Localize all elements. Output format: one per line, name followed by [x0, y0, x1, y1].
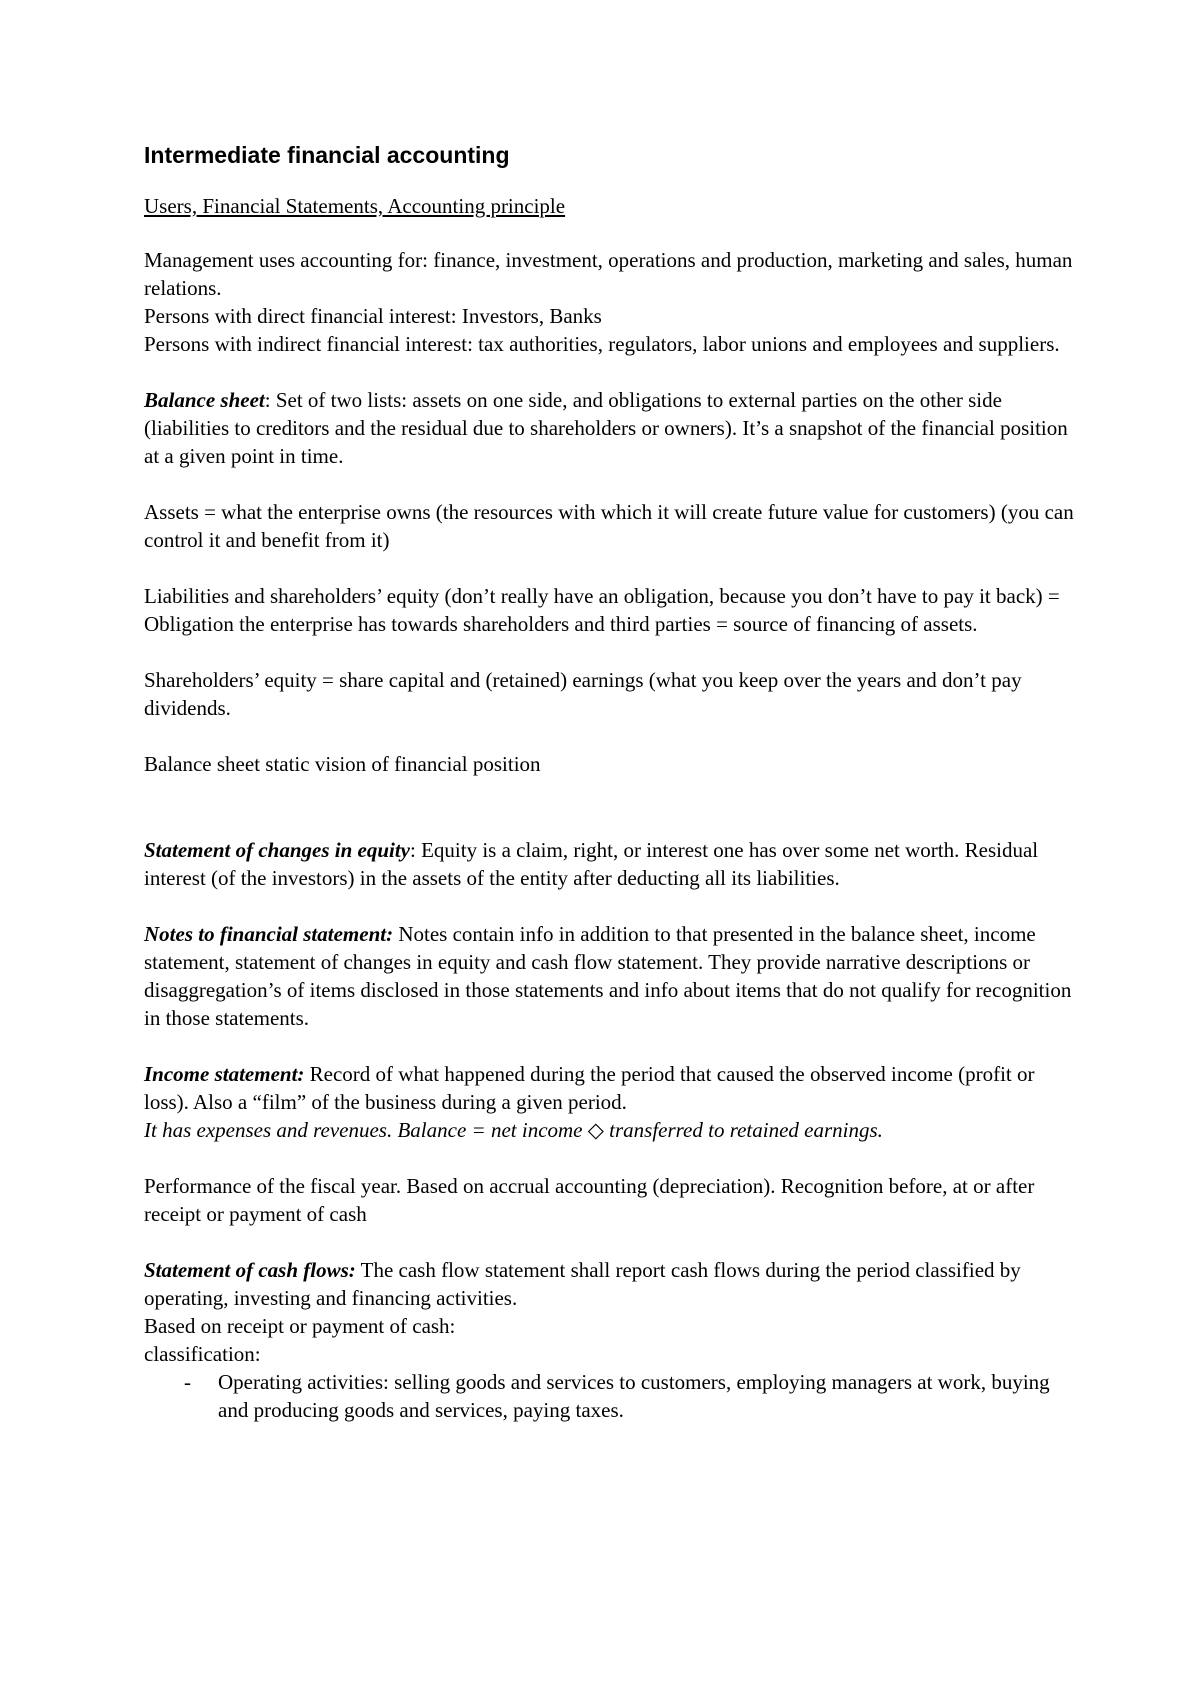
performance-paragraph: Performance of the fiscal year. Based on accrual accounting (depreciation). Recognition before, at or after receipt or payment of cash	[144, 1174, 1035, 1226]
intro-direct-interest-paragraph: Persons with direct financial interest: Investors, Banks	[144, 304, 602, 328]
income-statement-text: Record of what happened during the period that caused the observed income (profit or loss). Also a “film” of the business during a given period.	[144, 1062, 1035, 1114]
document-subtitle: Users, Financial Statements, Accounting principle	[144, 194, 566, 218]
balance-sheet-heading: Balance sheet	[144, 388, 265, 412]
balance-sheet-paragraph	[144, 386, 1074, 470]
document-body	[144, 140, 1074, 1424]
liabilities-paragraph: Liabilities and shareholders’ equity (don’t really have an obligation, because you don’t have to pay it back) = Obligation the enterprise has towards shareholders and third parties = source of financing of assets.	[144, 584, 1060, 636]
cash-flows-classification-label: classification:	[144, 1342, 261, 1366]
dash-bullet-icon: -	[184, 1370, 191, 1394]
intro-management-paragraph: Management uses accounting for: finance, investment, operations and production, marketing and sales, human relations.	[144, 248, 1073, 300]
equity-paragraph: Shareholders’ equity = share capital and (retained) earnings (what you keep over the years and don’t pay dividends.	[144, 668, 1022, 720]
cash-flows-paragraph	[144, 1256, 1074, 1312]
assets-paragraph: Assets = what the enterprise owns (the resources with which it will create future value for customers) (you can control it and benefit from it)	[144, 500, 1074, 552]
cash-flows-activity-list	[144, 1368, 1074, 1424]
notes-heading: Notes to financial statement:	[144, 922, 394, 946]
notes-text: Notes contain info in addition to that presented in the balance sheet, income statement, statement of changes in equity and cash flow statement. They provide narrative descriptions or disaggregation’s of items disclosed in those statements and info about items that do not qualify for recognition in those statements.	[144, 922, 1072, 1030]
notes-paragraph	[144, 920, 1074, 1032]
balance-sheet-text: : Set of two lists: assets on one side, and obligations to external parties on the other side (liabilities to creditors and the residual due to shareholders or owners). It’s a snapshot of the financial position at a given point in time.	[144, 388, 1068, 468]
cash-flows-text: The cash flow statement shall report cash flows during the period classified by operating, investing and financing activities.	[144, 1258, 1021, 1310]
document-title: Intermediate financial accounting	[144, 142, 510, 168]
income-statement-heading: Income statement:	[144, 1062, 305, 1086]
list-item-text: Operating activities: selling goods and services to customers, employing managers at work, buying and producing goods and services, paying taxes.	[218, 1370, 1050, 1422]
income-statement-italic-note: It has expenses and revenues. Balance = net income ◇ transferred to retained earnings.	[144, 1118, 883, 1142]
changes-in-equity-paragraph	[144, 836, 1074, 892]
changes-in-equity-heading: Statement of changes in equity	[144, 838, 411, 862]
income-statement-paragraph	[144, 1060, 1074, 1116]
balance-static-paragraph: Balance sheet static vision of financial position	[144, 752, 541, 776]
intro-indirect-interest-paragraph: Persons with indirect financial interest: tax authorities, regulators, labor unions and employees and suppliers.	[144, 332, 1060, 356]
list-item	[144, 1368, 1074, 1424]
changes-in-equity-text: : Equity is a claim, right, or interest one has over some net worth. Residual interest (of the investors) in the assets of the entity after deducting all its liabilities.	[144, 838, 1039, 890]
cash-flows-basis: Based on receipt or payment of cash:	[144, 1314, 456, 1338]
cash-flows-heading: Statement of cash flows:	[144, 1258, 356, 1282]
